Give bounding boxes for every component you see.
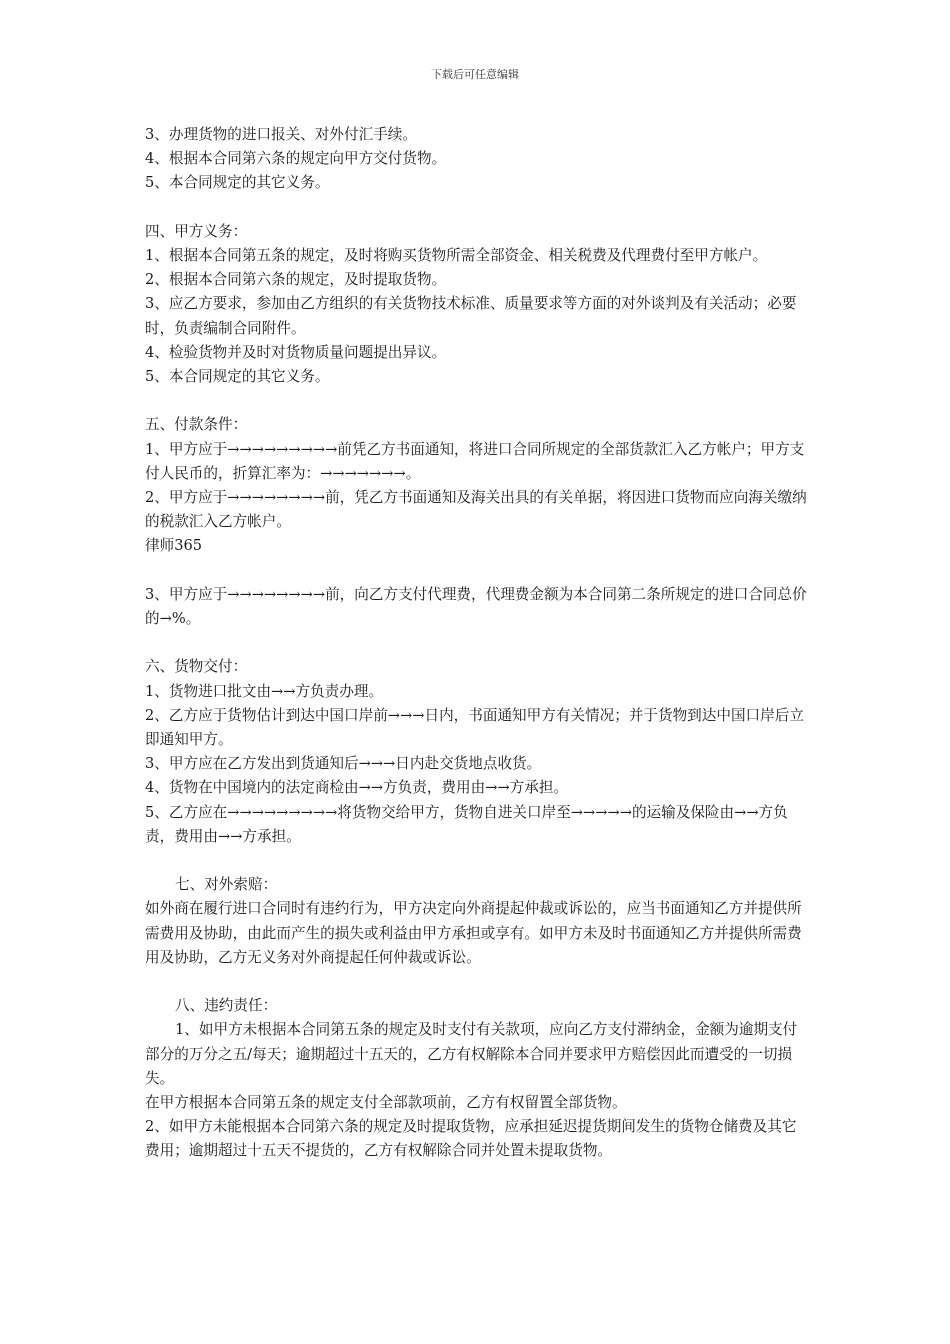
section-heading: 四、甲方义务： <box>145 222 248 240</box>
paragraph: 1、货物进口批文由→→方负责办理。 <box>145 682 384 700</box>
section-heading: 五、付款条件： <box>145 416 248 434</box>
blank-line <box>145 970 810 994</box>
page-header: 下载后可任意编辑 <box>431 68 519 81</box>
paragraph: 2、如甲方未能根据本合同第六条的规定及时提取货物，应承担延迟提货期间发生的货物仓储费及其它费用；逾期超过十五天不提货的，乙方有权解除合同并处置未提取货物。 <box>145 1118 797 1160</box>
paragraph: 4、检验货物并及时对货物质量问题提出异议。 <box>145 343 447 361</box>
section-heading: 七、对外索赔： <box>175 876 278 894</box>
blank-line <box>145 631 810 655</box>
blank-line <box>145 559 810 583</box>
paragraph: 4、货物在中国境内的法定商检由→→方负责，费用由→→方承担。 <box>145 779 569 797</box>
paragraph: 3、办理货物的进口报关、对外付汇手续。 <box>145 126 417 143</box>
paragraph: 3、应乙方要求，参加由乙方组织的有关货物技术标准、质量要求等方面的对外谈判及有关活动；必要时，负责编制合同附件。 <box>145 295 797 337</box>
paragraph: 2、甲方应于→→→→→→→→前，凭乙方书面通知及海关出具的有关单据，将因进口货物而应向海关缴纳的税款汇入乙方帐户。 <box>145 489 807 531</box>
section-heading: 六、货物交付： <box>145 658 248 676</box>
document-body <box>145 123 810 1164</box>
paragraph: 5、乙方应在→→→→→→→→→将货物交给甲方，货物自进关口岸至→→→→→的运输及保险由→→方负责，费用由→→方承担。 <box>145 803 788 845</box>
blank-line <box>145 849 810 873</box>
blank-line <box>145 389 810 413</box>
section-heading: 八、违约责任： <box>175 997 278 1015</box>
paragraph: 4、根据本合同第六条的规定向甲方交付货物。 <box>145 150 447 168</box>
paragraph: 3、甲方应在乙方发出到货通知后→→→日内赴交货地点收货。 <box>145 755 542 773</box>
paragraph: 2、乙方应于货物估计到达中国口岸前→→→日内，书面通知甲方有关情况；并于货物到达中国口岸后立即通知甲方。 <box>145 706 804 749</box>
paragraph: 律师365 <box>145 537 203 555</box>
paragraph: 1、根据本合同第五条的规定，及时将购买货物所需全部资金、相关税费及代理费付至甲方帐户。 <box>145 247 768 264</box>
blank-line <box>145 196 810 220</box>
paragraph: 2、根据本合同第六条的规定，及时提取货物。 <box>145 271 447 289</box>
paragraph: 1、如甲方未根据本合同第五条的规定及时支付有关款项，应向乙方支付滞纳金，金额为逾期支付部分的万分之五/每天；逾期超过十五天的，乙方有权解除本合同并要求甲方赔偿因此而遭受的一切损失。 <box>145 1021 798 1087</box>
paragraph: 3、甲方应于→→→→→→→→前，向乙方支付代理费，代理费金额为本合同第二条所规定的进口合同总价的→%。 <box>145 585 807 628</box>
paragraph: 1、甲方应于→→→→→→→→→前凭乙方书面通知，将进口合同所规定的全部货款汇入乙方帐户；甲方支付人民币的，折算汇率为：→→→→→→→。 <box>145 440 805 482</box>
paragraph: 5、本合同规定的其它义务。 <box>145 174 330 192</box>
paragraph: 如外商在履行进口合同时有违约行为，甲方决定向外商提起仲裁或诉讼的，应当书面通知乙方并提供所需费用及协助，由此而产生的损失或利益由甲方承担或享有。如甲方未及时书面通知乙方并提供所需费用及协助，乙方无义务对外商提起任何仲裁或诉讼。 <box>145 900 802 966</box>
paragraph: 在甲方根据本合同第五条的规定支付全部款项前，乙方有权留置全部货物。 <box>145 1094 627 1112</box>
paragraph: 5、本合同规定的其它义务。 <box>145 368 330 386</box>
